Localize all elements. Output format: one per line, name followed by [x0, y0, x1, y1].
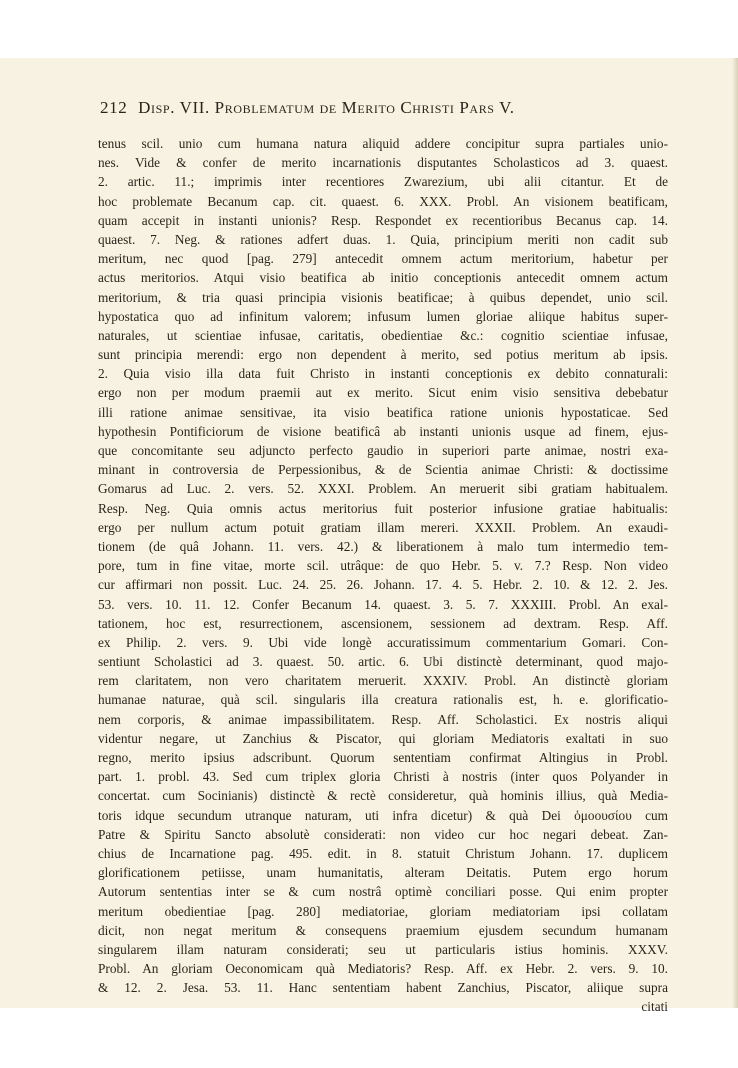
text-line: concertat. cum Socinianis) distinctè & rectè consideretur, quà hominis illius, quà Media-: [98, 788, 668, 804]
text-line: pore, tum in fine vitae, morte scil. utrâque: de quo Hebr. 5. v. 7.? Resp. Non video: [98, 558, 668, 574]
text-line: hypothesin Pontificiorum de visione beatificâ ab instanti unionis usque ad finem, ejus-: [98, 423, 668, 439]
text-line: Probl. An gloriam Oeconomicam quà Mediatoris? Resp. Aff. ex Hebr. 2. vers. 9. 10.: [98, 961, 668, 977]
text-line: cur affirmari non possit. Luc. 24. 25. 26. Johann. 17. 4. 5. Hebr. 2. 10. & 12. 2. Jes.: [98, 577, 668, 593]
book-page: [0, 58, 738, 1015]
text-line: actus meritorios. Atqui visio beatifica ab initio conceptionis antecedit omnem actum: [98, 270, 668, 286]
text-line: hypostatica quo ad infinitum valorem; infusum lumen gloriae aliique habitus super-: [98, 308, 668, 324]
text-line: nem corporis, & animae impassibilitatem. Resp. Aff. Scholastici. Ex nostris aliqui: [98, 711, 668, 727]
text-line: sunt principia merendi: ergo non dependent à merito, sed potius meritum ab ipsis.: [98, 347, 668, 363]
text-line: ergo non per modum praemii aut ex merito. Sicut enim visio sensitiva debebatur: [98, 385, 668, 401]
text-line: naturales, ut scientiae infusae, caritatis, obedientiae &c.: cognitio scientiae infusae,: [98, 327, 668, 343]
text-line: meritorium, & tria quasi principia visionis beatificae; à quibus dependet, unio scil.: [98, 289, 668, 305]
text-line: chius de Incarnatione pag. 495. edit. in 8. statuit Christum Johann. 17. duplicem: [98, 845, 668, 861]
text-line: quaest. 7. Neg. & rationes adfert duas. 1. Quia, principium meriti non cadit sub: [98, 231, 668, 247]
text-line: meritum obedientiae [pag. 280] mediatoriae, gloriam mediatoriam ipsi collatam: [98, 903, 668, 919]
text-line: hoc problemate Becanum cap. cit. quaest. 6. XXX. Probl. An visionem beatificam,: [98, 193, 668, 209]
page-edge-shadow: [732, 58, 738, 1008]
running-header: [100, 98, 660, 118]
text-line: tationem, hoc est, resurrectionem, ascensionem, sessionem ad dextram. Resp. Aff.: [98, 615, 668, 631]
text-line: toris idque secundum utranque naturam, uti infra dicetur) & quà Dei ὁμοουσίου cum: [98, 807, 668, 823]
page-number: 212: [100, 98, 128, 117]
text-line: ex Philip. 2. vers. 9. Ubi vide longè accuratissimum commentarium Gomari. Con-: [98, 634, 668, 650]
text-line: singularem illam naturam considerati; seu ut particularis istius hominis. XXXV.: [98, 941, 668, 957]
text-line: ergo per nullum actum potuit gratiam illam mereri. XXXII. Problem. An exaudi-: [98, 519, 668, 535]
text-line: & 12. 2. Jesa. 53. 11. Hanc sententiam habent Zanchius, Piscator, aliique supra: [98, 980, 668, 996]
text-line: part. 1. probl. 43. Sed cum triplex gloria Christi à nostris (inter quos Polyander in: [98, 769, 668, 785]
text-line: minant in controversia de Perpessionibus, & de Scientia animae Christi: & doctissime: [98, 462, 668, 478]
text-line: Autorum sententias inter se & cum nostrâ optimè conciliari posse. Qui enim propter: [98, 884, 668, 900]
text-line: que concomitante seu adjuncto perfecto gaudio in superiori parte animae, nostri exa-: [98, 443, 668, 458]
text-line: humanae naturae, quà scil. singularis illa creatura rationalis est, h. e. glorificatio-: [98, 692, 668, 708]
running-title: Disp. VII. Problematum de Merito Christi Pars V.: [138, 98, 515, 117]
text-line: sentiunt Scholastici ad 3. quaest. 50. artic. 6. Ubi distinctè determinant, quod majo-: [98, 654, 668, 670]
text-line: 2. artic. 11.; imprimis inter recentiores Zwarezium, ubi alii citantur. Et de: [98, 174, 668, 190]
text-line: rem claritatem, non vero charitatem meruerit. XXXIV. Probl. An distinctè gloriam: [98, 673, 668, 689]
text-line: videntur negare, ut Zanchius & Piscator, qui gloriam Mediatoris exaltati in suo: [98, 730, 668, 746]
text-line: tionem (de quâ Johann. 11. vers. 42.) & liberationem à malo tum intermedio tem-: [98, 538, 668, 554]
text-line: illi ratione animae sensitivae, ita visio beatifica ratione unionis hypostaticae. Sed: [98, 404, 668, 420]
text-line: dicit, non negat meritum & consequens praemium ejusdem secundum humanam: [98, 922, 668, 938]
text-line: glorificationem petiisse, unam humanitatis, alteram Deitatis. Putem ergo horum: [98, 865, 668, 881]
text-line: 53. vers. 10. 11. 12. Confer Becanum 14. quaest. 3. 5. 7. XXXIII. Probl. An exal-: [98, 596, 668, 612]
body-text: [98, 134, 668, 1017]
text-line: Gomarus ad Luc. 2. vers. 52. XXXI. Problem. An meruerit sibi gratiam habitualem.: [98, 481, 668, 497]
text-line: quam accepit in instanti unionis? Resp. Respondet ex recentioribus Becanus cap. 14.: [98, 212, 668, 228]
text-line: regno, merito ipsius adscribunt. Quorum sententiam confirmat Altingius in Probl.: [98, 750, 668, 765]
text-line: meritum, nec quod [pag. 279] antecedit omnem actum meritorium, habetur per: [98, 251, 668, 267]
text-line: 2. Quia visio illa data fuit Christo in instanti conceptionis ex debito connaturali:: [98, 366, 668, 382]
text-line: citati: [641, 999, 668, 1015]
text-line: Patre & Spiritu Sancto absolutè considerati: non video cur hoc negari debeat. Zan-: [98, 826, 668, 842]
text-line: nes. Vide & confer de merito incarnationis disputantes Scholasticos ad 3. quaest.: [98, 155, 668, 171]
text-line: Resp. Neg. Quia omnis actus meritorius fuit posterior infusione gratiae habitualis:: [98, 500, 668, 516]
text-line: tenus scil. unio cum humana natura aliquid addere concipitur supra partiales unio-: [98, 136, 668, 151]
